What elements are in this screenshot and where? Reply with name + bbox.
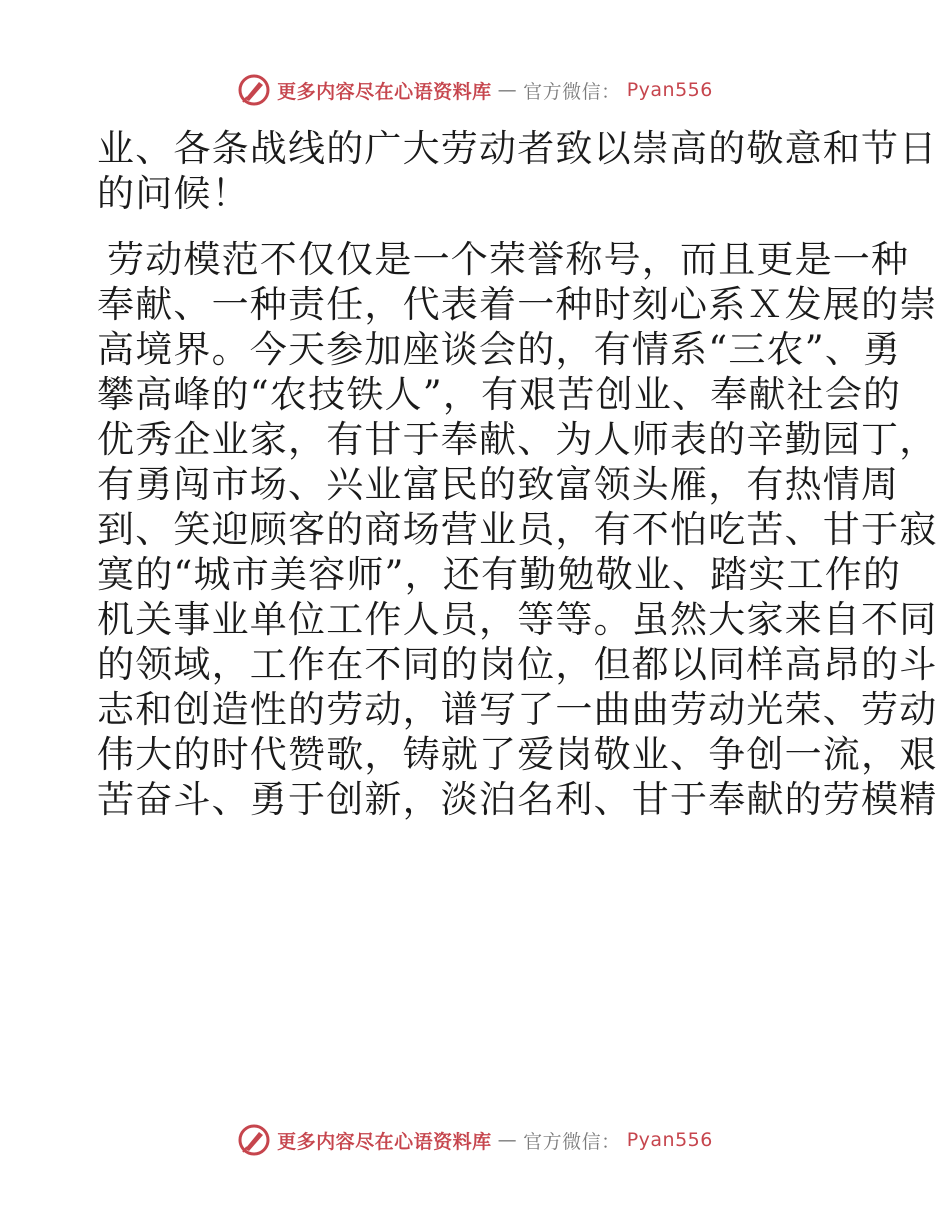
- watermark-brand: 更多内容尽在心语资料库: [277, 1130, 492, 1153]
- footer-watermark: [0, 1120, 950, 1160]
- body-line: 伟大的时代赞歌，铸就了爱岗敬业、争创一流，艰: [97, 733, 938, 776]
- document-body: [97, 126, 938, 822]
- body-line: 攀高峰的“农技铁人”，有艰苦创业、奉献社会的: [97, 373, 902, 416]
- body-line: 奉献、一种责任，代表着一种时刻心系Ｘ发展的崇: [97, 283, 938, 326]
- body-line: 高境界。今天参加座谈会的，有情系“三农”、勇: [97, 328, 902, 371]
- watermark-wechat-label: 官方微信：: [523, 1130, 621, 1153]
- paragraph-first-line: 劳动模范不仅仅是一个荣誉称号，而且更是一种: [107, 238, 910, 281]
- feather-pen-icon: [237, 73, 271, 107]
- body-line: 有勇闯市场、兴业富民的致富领头雁，有热情周: [97, 463, 900, 506]
- watermark-brand: 更多内容尽在心语资料库: [277, 80, 492, 103]
- body-line: 到、笑迎顾客的商场营业员，有不怕吃苦、甘于寂: [97, 508, 938, 551]
- header-watermark: [0, 70, 950, 110]
- body-line: 苦奋斗、勇于创新，淡泊名利、甘于奉献的劳模精: [97, 778, 938, 821]
- body-line: 的问候！: [97, 172, 250, 215]
- body-line: 优秀企业家，有甘于奉献、为人师表的辛勤园丁，: [97, 418, 938, 461]
- body-line: 机关事业单位工作人员，等等。虽然大家来自不同: [97, 598, 938, 641]
- body-line: 业、各条战线的广大劳动者致以崇高的敬意和节日: [97, 127, 938, 170]
- body-line: 寞的“城市美容师”，还有勤勉敬业、踏实工作的: [97, 553, 902, 596]
- body-line: 志和创造性的劳动，谱写了一曲曲劳动光荣、劳动: [97, 688, 938, 731]
- feather-pen-icon: [237, 1123, 271, 1157]
- watermark-wechat-id: Pyan556: [626, 79, 713, 101]
- watermark-separator: —: [497, 1129, 518, 1151]
- watermark-separator: —: [497, 79, 518, 101]
- watermark-wechat-label: 官方微信：: [523, 80, 621, 103]
- body-line: 的领域，工作在不同的岗位，但都以同样高昂的斗: [97, 643, 938, 686]
- watermark-wechat-id: Pyan556: [626, 1129, 713, 1151]
